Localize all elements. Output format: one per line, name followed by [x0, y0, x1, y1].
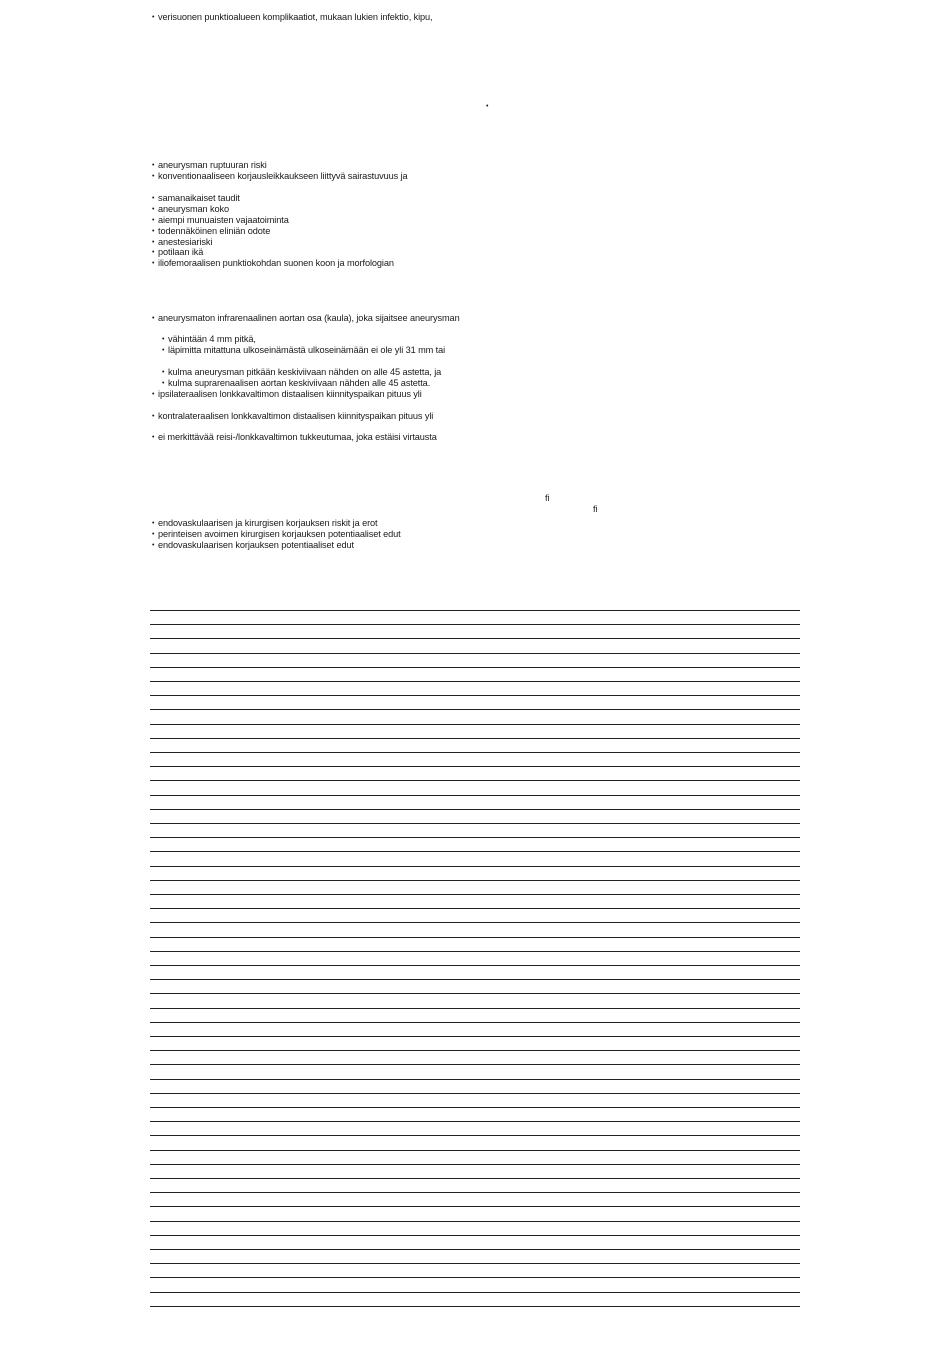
ruled-line — [150, 1079, 800, 1080]
list-item: • ei merkittävää reisi-/lonkkavaltimon tukkeutumaa, joka estäisi virtausta — [152, 432, 437, 442]
bullet-icon: • — [152, 413, 155, 420]
sub-list-item: • vähintään 4 mm pitkä, — [162, 334, 256, 344]
ruled-line — [150, 1306, 800, 1307]
list-item: • konventionaaliseen korjausleikkaukseen liittyvä sairastuvuus ja — [152, 171, 408, 181]
ruled-line — [150, 937, 800, 938]
bullet-icon: • — [152, 531, 155, 538]
bullet-icon: • — [152, 391, 155, 398]
ruled-line — [150, 1008, 800, 1009]
bullet-icon: • — [152, 249, 155, 256]
list-item: • aneurysman koko — [152, 204, 230, 214]
ruled-line — [150, 837, 800, 838]
bullet-icon: • — [152, 14, 155, 21]
ruled-line — [150, 1249, 800, 1250]
ruled-line — [150, 1178, 800, 1179]
ruled-line — [150, 1093, 800, 1094]
bullet-icon: • — [152, 315, 155, 322]
ruled-line — [150, 738, 800, 739]
ruled-line — [150, 993, 800, 994]
bullet-icon: • — [152, 260, 155, 267]
ruled-line — [150, 866, 800, 867]
ruled-line — [150, 1164, 800, 1165]
ruled-line — [150, 1206, 800, 1207]
bullet-icon: • — [152, 217, 155, 224]
ruled-line — [150, 780, 800, 781]
list-item: • samanaikaiset taudit — [152, 193, 240, 203]
ruled-line — [150, 1221, 800, 1222]
ruled-line — [150, 1235, 800, 1236]
list-item: • endovaskulaarisen korjauksen potentiaaliset edut — [152, 540, 354, 550]
sub-list-item: • kulma suprarenaalisen aortan keskiviivaan nähden alle 45 astetta. — [162, 378, 431, 388]
ruled-line — [150, 823, 800, 824]
ruled-line — [150, 1022, 800, 1023]
bullet-icon: • — [152, 239, 155, 246]
bullet-icon: • — [152, 195, 155, 202]
list-item: • ipsilateraalisen lonkkavaltimon distaalisen kiinnityspaikan pituus yli — [152, 389, 422, 399]
list-item: • verisuonen punktioalueen komplikaatiot, mukaan lukien infektio, kipu, — [152, 12, 433, 22]
ruled-line — [150, 1036, 800, 1037]
bullet-icon: • — [162, 380, 165, 387]
list-item: • kontralateraalisen lonkkavaltimon distaalisen kiinnityspaikan pituus yli — [152, 411, 434, 421]
ruled-line — [150, 965, 800, 966]
ruled-line — [150, 638, 800, 639]
ruled-line — [150, 766, 800, 767]
list-item: • aiempi munuaisten vajaatoiminta — [152, 215, 289, 225]
ruled-line — [150, 653, 800, 654]
list-item: • perinteisen avoimen kirurgisen korjauksen potentiaaliset edut — [152, 529, 401, 539]
list-item: • todennäköinen eliniän odote — [152, 226, 271, 236]
ruled-line — [150, 1050, 800, 1051]
bullet-icon: • — [152, 434, 155, 441]
bullet-icon: • — [162, 347, 165, 354]
ruled-line — [150, 979, 800, 980]
ruled-line — [150, 709, 800, 710]
list-item: • anestesiariski — [152, 237, 213, 247]
bullet-icon: • — [152, 520, 155, 527]
ruled-line — [150, 1107, 800, 1108]
ruled-line — [150, 695, 800, 696]
bullet-icon: • — [162, 369, 165, 376]
ruled-line — [150, 624, 800, 625]
ruled-line — [150, 894, 800, 895]
ruled-line — [150, 908, 800, 909]
bullet-icon: • — [152, 206, 155, 213]
list-item: • endovaskulaarisen ja kirurgisen korjauksen riskit ja erot — [152, 518, 378, 528]
list-item: • aneurysman ruptuuran riski — [152, 160, 267, 170]
list-item: • aneurysmaton infrarenaalinen aortan osa (kaula), joka sijaitsee aneurysman — [152, 313, 460, 323]
ruled-line — [150, 922, 800, 923]
ruled-line — [150, 951, 800, 952]
ruled-line — [150, 1292, 800, 1293]
ruled-line — [150, 880, 800, 881]
ruled-line — [150, 1121, 800, 1122]
ruled-line — [150, 681, 800, 682]
bullet-icon: • — [162, 336, 165, 343]
bullet-icon: • — [152, 542, 155, 549]
ruled-line — [150, 1064, 800, 1065]
stray-ligature: ﬁ — [545, 493, 550, 503]
ruled-line — [150, 795, 800, 796]
stray-dot: • — [486, 103, 489, 110]
ruled-line — [150, 1263, 800, 1264]
ruled-line — [150, 1192, 800, 1193]
ruled-line — [150, 809, 800, 810]
bullet-icon: • — [152, 228, 155, 235]
ruled-line — [150, 1150, 800, 1151]
ruled-line — [150, 724, 800, 725]
bullet-icon: • — [152, 173, 155, 180]
ruled-line — [150, 851, 800, 852]
stray-ligature: ﬁ — [593, 504, 598, 514]
list-item: • iliofemoraalisen punktiokohdan suonen koon ja morfologian — [152, 258, 394, 268]
ruled-line — [150, 667, 800, 668]
sub-list-item: • kulma aneurysman pitkään keskiviivaan nähden on alle 45 astetta, ja — [162, 367, 442, 377]
ruled-line — [150, 1277, 800, 1278]
ruled-line — [150, 610, 800, 611]
bullet-icon: • — [152, 162, 155, 169]
sub-list-item: • läpimitta mitattuna ulkoseinämästä ulkoseinämään ei ole yli 31 mm tai — [162, 345, 446, 355]
ruled-line — [150, 752, 800, 753]
ruled-line — [150, 1135, 800, 1136]
list-item: • potilaan ikä — [152, 247, 204, 257]
